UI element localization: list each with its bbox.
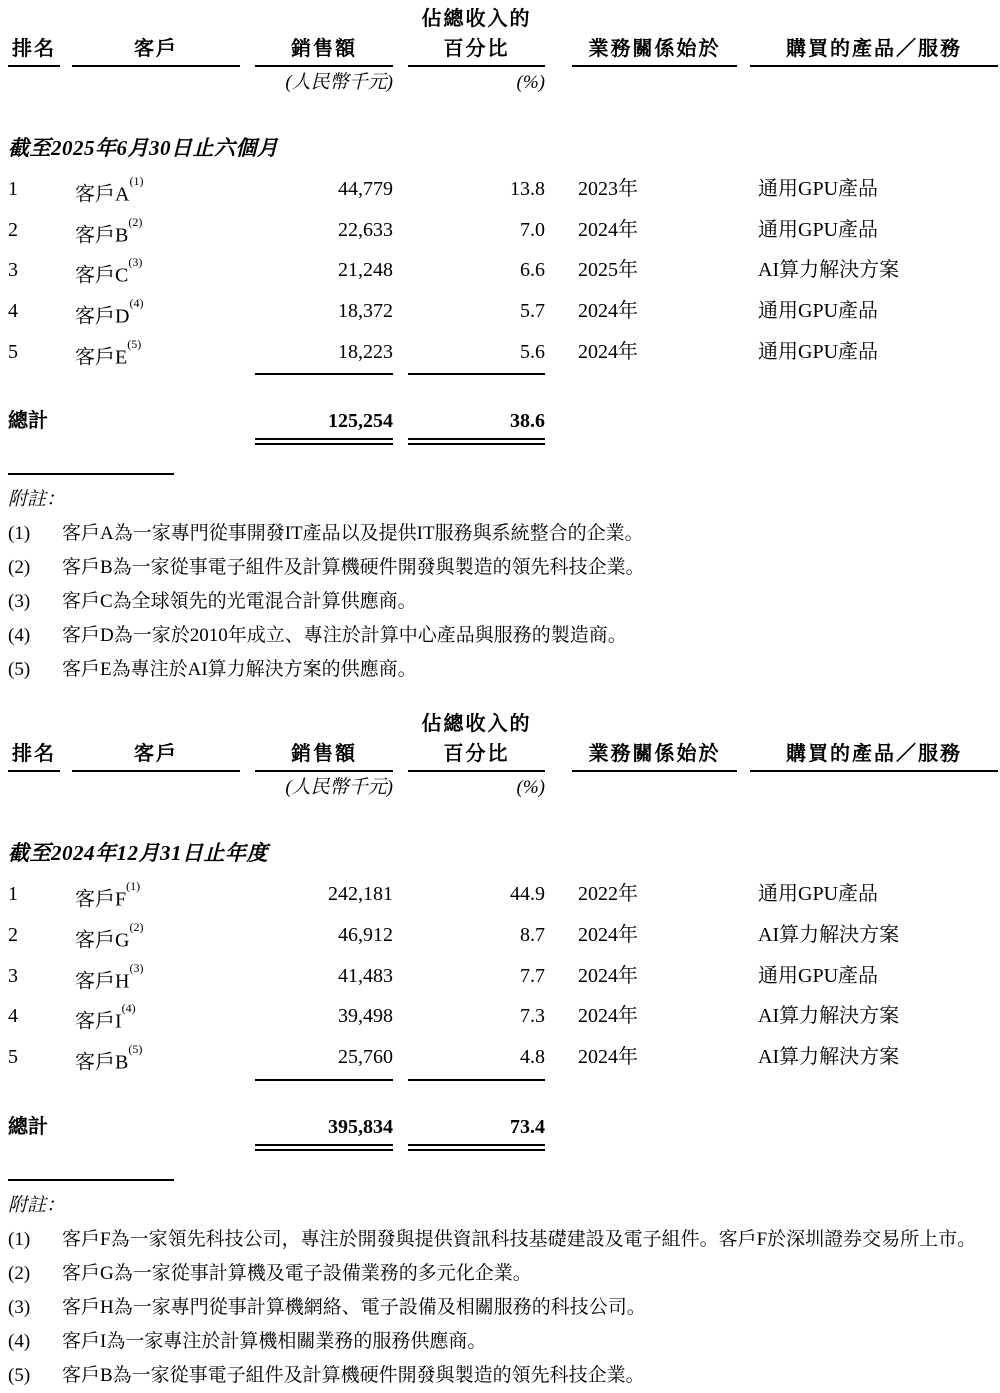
total-sales: 125,254: [255, 405, 393, 445]
period-title: 截至2025年6月30日止六個月: [8, 136, 279, 160]
col-header-sales: 銷售額: [255, 34, 393, 67]
product-cell: 通用GPU產品: [758, 340, 879, 363]
pct-unit-label: (%): [516, 777, 545, 799]
customer-cell: [72, 1040, 240, 1081]
note-ref: (3): [129, 960, 144, 975]
since-cell: 2024年: [578, 299, 638, 322]
table-row: [8, 172, 998, 213]
total-label: 總計: [8, 410, 48, 433]
total-pct: 38.6: [408, 405, 545, 445]
rank-cell: 2: [8, 923, 18, 946]
product-cell: 通用GPU產品: [758, 883, 879, 906]
sales-cell: 39,498: [338, 1005, 393, 1028]
pct-cell: 7.7: [520, 964, 545, 987]
customer-name: 客戶E: [75, 346, 128, 369]
sales-cell: 242,181: [328, 883, 393, 906]
col-header-products: 購買的產品／服務: [750, 34, 998, 67]
table-row: [8, 335, 998, 376]
product-cell: 通用GPU產品: [758, 178, 879, 200]
rank-cell: 5: [8, 1045, 18, 1068]
customer-name: 客戶A: [75, 183, 130, 206]
customer-name: 客戶H: [75, 970, 130, 993]
col-header-revenue-pct-caption: 佔總收入的: [421, 8, 532, 30]
customer-cell: [72, 294, 240, 335]
note-text: 客戶I為一家專注於計算機相關業務的服務供應商。: [62, 1330, 487, 1352]
note-ref: (1): [129, 174, 144, 188]
col-header-customer: 客戶: [72, 739, 240, 772]
pct-cell: 6.6: [520, 259, 545, 282]
table-unit-row: [8, 772, 998, 803]
note-ref: (5): [128, 1041, 143, 1056]
customer-name: 客戶B: [75, 1051, 129, 1074]
customer-name: 客戶G: [75, 929, 130, 952]
table-row: [8, 253, 998, 294]
table-row: [8, 959, 998, 1000]
table-row: [8, 999, 998, 1040]
note-text: 客戶F為一家領先科技公司，專注於開發與提供資訊科技基礎建設及電子組件。客戶F於深圳證券交易所上市。: [62, 1228, 977, 1250]
notes-separator: [8, 1179, 174, 1181]
col-header-products: 購買的產品／服務: [750, 739, 998, 772]
col-header-sales: 銷售額: [255, 739, 393, 772]
product-cell: 通用GPU產品: [758, 964, 879, 987]
sales-cell: 21,248: [338, 259, 393, 282]
note-number: (2): [8, 1262, 31, 1284]
col-header-rank: 排名: [8, 739, 60, 772]
sales-cell: 18,223: [255, 335, 393, 376]
note-item: [8, 619, 998, 653]
section-6m-2025: [8, 4, 998, 687]
since-cell: 2024年: [578, 340, 638, 363]
total-label: 總計: [8, 1115, 48, 1138]
note-ref: (2): [129, 919, 144, 934]
note-ref: (1): [126, 879, 141, 894]
total-sales: 395,834: [255, 1111, 393, 1151]
since-cell: 2024年: [578, 964, 638, 987]
pct-cell: 7.3: [520, 1005, 545, 1028]
since-cell: 2024年: [578, 1005, 638, 1028]
customer-cell: [72, 213, 240, 254]
since-cell: 2024年: [578, 923, 638, 946]
notes-label: 附註：: [8, 1194, 66, 1216]
rank-cell: 1: [8, 883, 18, 906]
note-text: 客戶G為一家從事計算機及電子設備業務的多元化企業。: [62, 1262, 532, 1284]
sales-unit-label: (人民幣千元): [285, 777, 393, 799]
since-cell: 2022年: [578, 883, 638, 906]
table-header-row: [8, 739, 998, 772]
rank-cell: 3: [8, 964, 18, 987]
customer-name: 客戶B: [75, 224, 129, 247]
table-row: [8, 877, 998, 918]
rank-cell: 4: [8, 1005, 18, 1028]
customer-cell: [72, 253, 240, 294]
pct-cell: 13.8: [510, 178, 545, 200]
note-number: (1): [8, 523, 31, 545]
note-text: 客戶B為一家從事電子組件及計算機硬件開發與製造的領先科技企業。: [62, 557, 645, 579]
sales-cell: 41,483: [338, 964, 393, 987]
note-item: [8, 585, 998, 619]
col-header-pct: 百分比: [408, 739, 545, 772]
sales-cell: 25,760: [255, 1040, 393, 1081]
pct-cell: 5.6: [408, 335, 545, 376]
product-cell: AI算力解決方案: [758, 1005, 900, 1028]
note-item: [8, 1223, 998, 1257]
notes-label: 附註：: [8, 489, 66, 511]
col-header-pct: 百分比: [408, 34, 545, 67]
customer-cell: [72, 999, 240, 1040]
note-item: [8, 1359, 998, 1393]
note-number: (5): [8, 659, 31, 681]
note-number: (4): [8, 1330, 31, 1352]
note-item: [8, 653, 998, 687]
note-text: 客戶B為一家從事電子組件及計算機硬件開發與製造的領先科技企業。: [62, 1364, 645, 1386]
customer-cell: [72, 172, 240, 213]
table-unit-row: [8, 67, 998, 98]
note-item: [8, 551, 998, 585]
note-text: 客戶D為一家於2010年成立、專注於計算中心產品與服務的製造商。: [62, 625, 627, 647]
sales-cell: 18,372: [338, 299, 393, 322]
note-number: (1): [8, 1228, 31, 1250]
note-number: (3): [8, 591, 31, 613]
pct-cell: 7.0: [520, 218, 545, 241]
sales-unit-label: (人民幣千元): [285, 72, 393, 93]
rank-cell: 1: [8, 178, 18, 200]
total-row: [8, 405, 998, 445]
note-number: (5): [8, 1364, 31, 1386]
customer-name: 客戶C: [75, 264, 129, 287]
rank-cell: 4: [8, 299, 18, 322]
customer-name: 客戶I: [75, 1010, 122, 1033]
sales-cell: 22,633: [338, 218, 393, 241]
note-text: 客戶H為一家專門從事計算機網絡、電子設備及相關服務的科技公司。: [62, 1296, 646, 1318]
table-header-row: [8, 34, 998, 67]
product-cell: AI算力解決方案: [758, 259, 900, 282]
product-cell: AI算力解決方案: [758, 1045, 900, 1068]
customer-cell: [72, 877, 240, 918]
note-ref: (5): [127, 336, 142, 351]
note-ref: (4): [121, 1001, 136, 1016]
pct-cell: 4.8: [408, 1040, 545, 1081]
customer-cell: [72, 959, 240, 1000]
note-item: [8, 1257, 998, 1291]
col-header-since: 業務關係始於: [572, 34, 737, 67]
col-header-customer: 客戶: [72, 34, 240, 67]
sales-cell: 44,779: [338, 178, 393, 200]
total-pct: 73.4: [408, 1111, 545, 1151]
note-item: [8, 517, 998, 551]
table-header-caption-row: [8, 4, 998, 34]
col-header-rank: 排名: [8, 34, 60, 67]
col-header-since: 業務關係始於: [572, 739, 737, 772]
customer-cell: [72, 918, 240, 959]
since-cell: 2024年: [578, 218, 638, 241]
product-cell: 通用GPU產品: [758, 299, 879, 322]
total-row: [8, 1111, 998, 1151]
notes-separator: [8, 473, 174, 475]
since-cell: 2023年: [578, 178, 638, 200]
note-ref: (3): [128, 255, 143, 270]
pct-cell: 8.7: [520, 923, 545, 946]
table-row: [8, 918, 998, 959]
customer-name: 客戶F: [75, 888, 127, 911]
note-text: 客戶A為一家專門從事開發IT產品以及提供IT服務與系統整合的企業。: [62, 523, 644, 545]
rank-cell: 2: [8, 218, 18, 241]
pct-cell: 5.7: [520, 299, 545, 322]
period-title: 截至2024年12月31日止年度: [8, 841, 268, 866]
since-cell: 2024年: [578, 1045, 638, 1068]
note-ref: (2): [128, 214, 143, 229]
pct-cell: 44.9: [510, 883, 545, 906]
customer-cell: [72, 335, 240, 376]
table-row: [8, 213, 998, 254]
note-text: 客戶E為專注於AI算力解決方案的供應商。: [62, 659, 417, 681]
sales-cell: 46,912: [338, 923, 393, 946]
col-header-revenue-pct-caption: 佔總收入的: [421, 713, 532, 736]
table-row: [8, 1040, 998, 1081]
table-header-caption-row: [8, 709, 998, 739]
note-text: 客戶C為全球領先的光電混合計算供應商。: [62, 591, 417, 613]
rank-cell: 3: [8, 259, 18, 282]
note-number: (4): [8, 625, 31, 647]
note-item: [8, 1325, 998, 1359]
customer-name: 客戶D: [75, 305, 130, 328]
since-cell: 2025年: [578, 259, 638, 282]
pct-unit-label: (%): [516, 72, 545, 93]
product-cell: AI算力解決方案: [758, 923, 900, 946]
table-row: [8, 294, 998, 335]
product-cell: 通用GPU產品: [758, 218, 879, 241]
note-number: (3): [8, 1296, 31, 1318]
note-ref: (4): [129, 295, 144, 310]
rank-cell: 5: [8, 340, 18, 363]
note-item: [8, 1291, 998, 1325]
section-fy-2024: [8, 709, 998, 1392]
note-number: (2): [8, 557, 31, 579]
